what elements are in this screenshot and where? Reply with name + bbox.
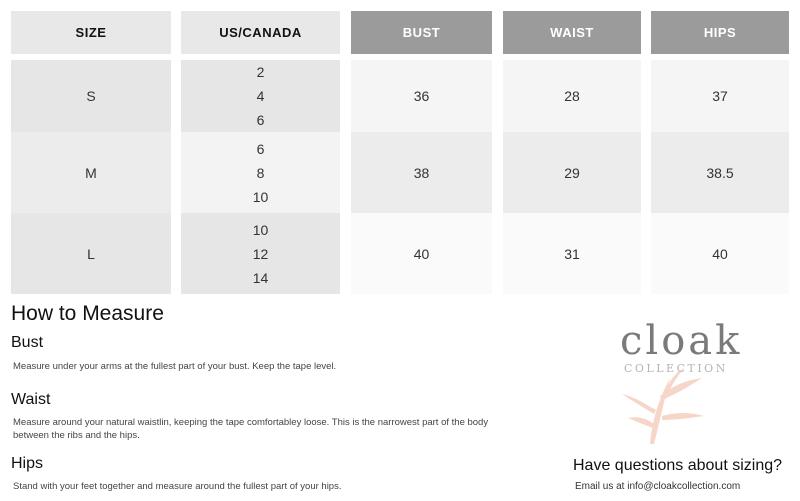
waist-cell-m: 29 bbox=[503, 132, 641, 213]
us-size-value: 8 bbox=[256, 164, 265, 181]
hips-section-title: Hips bbox=[11, 455, 44, 472]
bust-instructions: Measure under your arms at the fullest part of your bust. Keep the tape level. bbox=[13, 361, 337, 372]
waist-cell-s: 28 bbox=[503, 60, 641, 132]
us-canada-cell-s bbox=[181, 60, 340, 132]
header-us-canada: US/CANADA bbox=[181, 11, 340, 54]
header-bust: BUST bbox=[351, 11, 492, 54]
waist-section-title: Waist bbox=[11, 391, 51, 408]
waist-cell-l: 31 bbox=[503, 213, 641, 294]
header-hips: HIPS bbox=[651, 11, 789, 54]
header-waist: WAIST bbox=[503, 11, 641, 54]
us-size-value: 6 bbox=[256, 112, 265, 128]
bust-cell-m: 38 bbox=[351, 132, 492, 213]
brand-name: cloak bbox=[620, 318, 743, 364]
us-size-value: 4 bbox=[256, 88, 265, 104]
hips-cell-s: 37 bbox=[651, 60, 789, 132]
size-cell-l: L bbox=[11, 213, 171, 294]
contact-email[interactable]: Email us at info@cloakcollection.com bbox=[575, 481, 741, 492]
us-size-value: 14 bbox=[252, 269, 269, 286]
bust-cell-l: 40 bbox=[351, 213, 492, 294]
us-size-value: 10 bbox=[252, 221, 269, 238]
us-canada-cell-l bbox=[181, 213, 340, 294]
bust-section-title: Bust bbox=[11, 334, 44, 351]
sizing-question-heading: Have questions about sizing? bbox=[573, 457, 783, 474]
brand-subtitle: COLLECTION bbox=[624, 362, 728, 375]
how-to-measure-title: How to Measure bbox=[11, 302, 164, 325]
size-cell-s: S bbox=[11, 60, 171, 132]
us-size-value: 2 bbox=[256, 64, 265, 80]
header-size: SIZE bbox=[11, 11, 171, 54]
bamboo-leaves-icon bbox=[620, 366, 710, 446]
us-size-value: 10 bbox=[252, 188, 269, 205]
hips-cell-l: 40 bbox=[651, 213, 789, 294]
us-canada-cell-m bbox=[181, 132, 340, 213]
us-size-value: 12 bbox=[252, 245, 269, 262]
size-cell-m: M bbox=[11, 132, 171, 213]
us-size-value: 6 bbox=[256, 140, 265, 157]
cloak-collection-logo bbox=[600, 318, 760, 438]
hips-cell-m: 38.5 bbox=[651, 132, 789, 213]
hips-instructions: Stand with your feet together and measure around the fullest part of your hips. bbox=[13, 481, 342, 492]
waist-instructions: Measure around your natural waistlin, keeping the tape comfortabley loose. This is the narrowest part of the body between the ribs and the hips. bbox=[13, 417, 489, 441]
bust-cell-s: 36 bbox=[351, 60, 492, 132]
